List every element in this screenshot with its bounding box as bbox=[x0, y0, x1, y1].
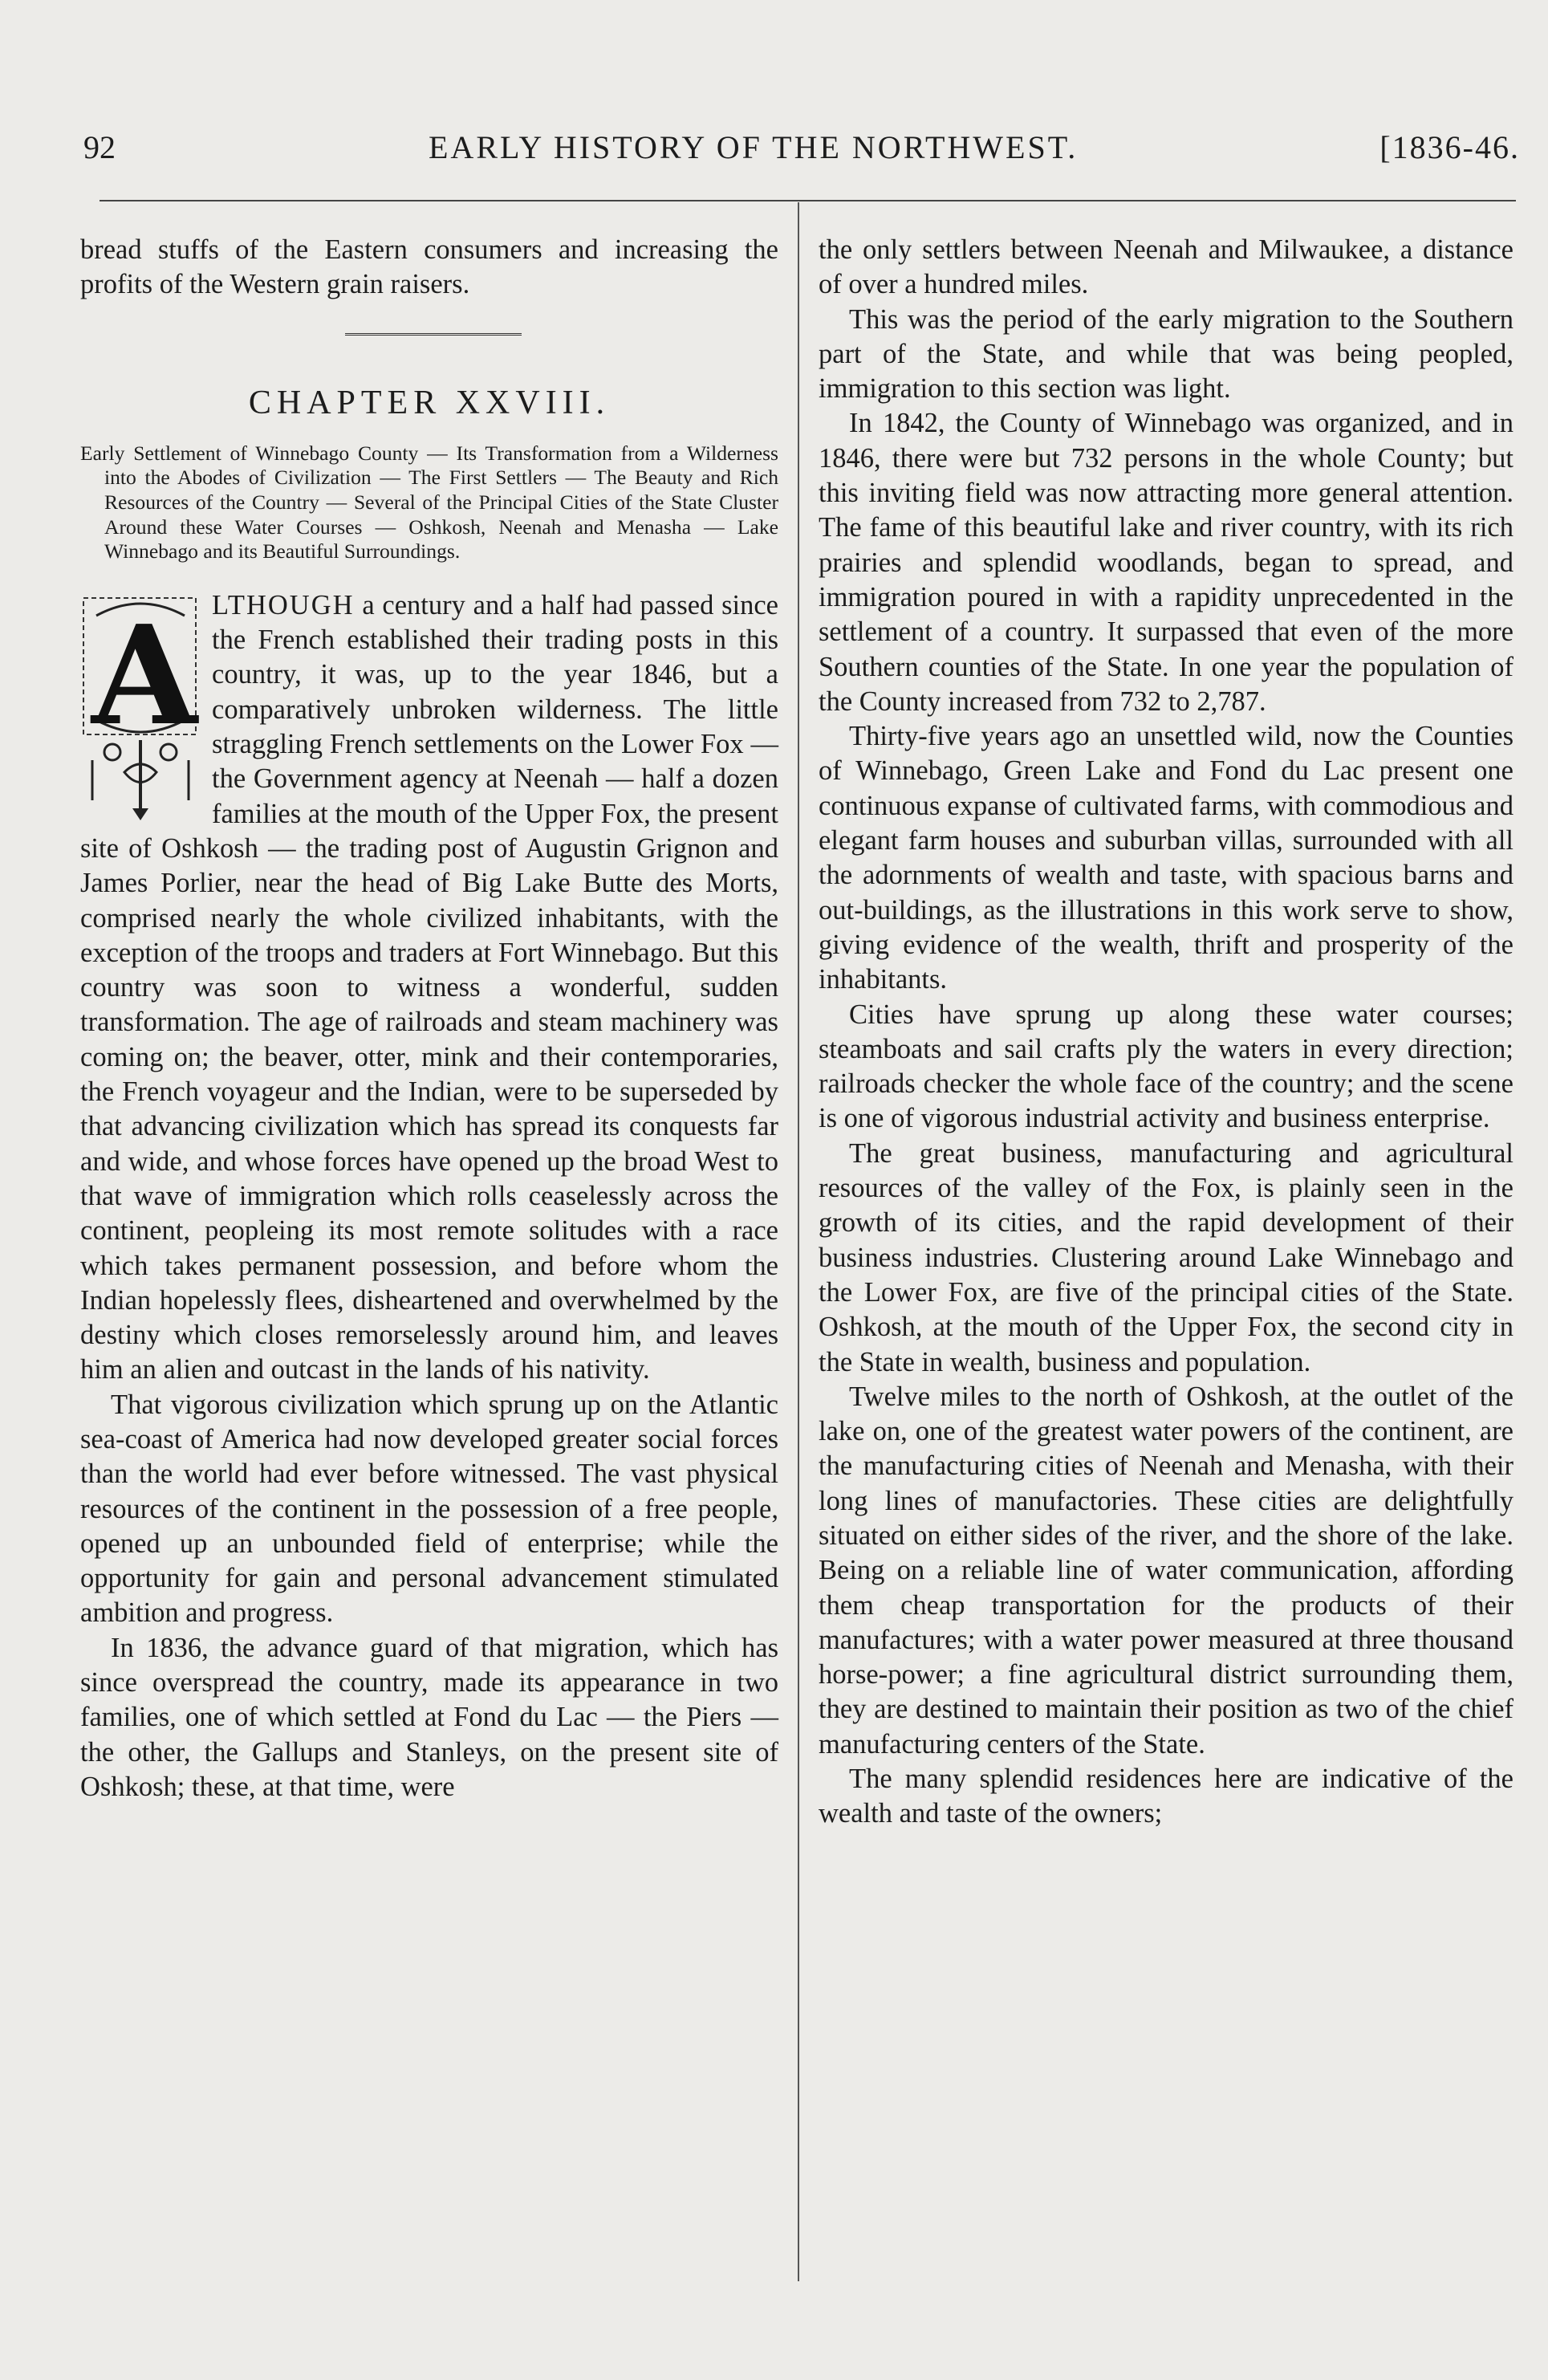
paragraph: Cities have sprung up along these water courses; steamboats and sail crafts ply the waters in every direction; railroads checker the whole face of the country; and the scene is one of vigorous industrial activity and business enterprise. bbox=[819, 999, 1513, 1134]
running-title: EARLY HISTORY OF THE NORTHWEST. bbox=[429, 129, 1079, 165]
left-column bbox=[80, 233, 778, 1804]
ornamental-initial bbox=[80, 592, 201, 824]
paragraph: The great business, manufacturing and agricultural resources of the valley of the Fox, is plainly seen in the growth of its cities, and the rapid development of their business industries. Clustering around Lake Winnebago and the Lower Fox, are five of the principal cities of the State. Oshkosh, at the mouth of the Upper Fox, the second city in the State in wealth, business and population. bbox=[819, 1137, 1513, 1377]
paragraph: Twelve miles to the north of Oshkosh, at the outlet of the lake on, one of the greatest water powers of the continent, are the manufacturing cities of Neenah and Menasha, with their long lines of manufactories. These cities are delightfully situated on either sides of the river, and the shore of the lake. Being on a reliable line of water communication, affording them cheap transportation for the products of their manufactures; with a water power measured at three thousand horse-power; a fine agricultural district surrounding them, they are destined to maintain their position as two of the chief manufacturing centers of the State. bbox=[819, 1381, 1513, 1760]
paragraph: The many splendid residences here are indicative of the wealth and taste of the owners; bbox=[819, 1764, 1513, 1829]
paragraph: In 1836, the advance guard of that migration, which has since overspread the country, made its appearance in two families, one of which settled at Fond du Lac — the Piers — the other, the Gallups and Stanleys, on the present site of Oshkosh; these, at that time, were bbox=[80, 1632, 778, 1802]
column-divider bbox=[798, 202, 799, 2281]
intro-paragraph: bread stuffs of the Eastern consumers and increasing the profits of the Western grain raisers. bbox=[80, 234, 778, 300]
continued-paragraph: the only settlers between Neenah and Milwaukee, a distance of over a hundred miles. bbox=[819, 234, 1513, 300]
paragraph: Thirty-five years ago an unsettled wild, now the Counties of Winnebago, Green Lake and Fond du Lac present one continuous expanse of cultivated farms, with commodious and elegant farm houses and suburban villas, surrounded with all the adornments of wealth and taste, with spacious barns and out-buildings, as the illustrations in this work serve to show, giving evidence of the wealth, thrift and prosperity of the inhabitants. bbox=[819, 721, 1513, 995]
right-column bbox=[819, 233, 1513, 1832]
paragraph: That vigorous civilization which sprung up on the Atlantic sea-coast of America had now developed greater social forces than the world had ever before witnessed. The vast physical resources of the continent in the possession of a free people, opened up an unbounded field of enterprise; while the opportunity for gain and personal advancement stimulated ambition and progress. bbox=[80, 1389, 778, 1629]
page-number: 92 bbox=[83, 129, 116, 165]
opening-paragraph-text: a century and a half had passed since the French established their trading posts in this country, it was, up to the year 1846, but a comparatively unbroken wilderness. The little straggling French settlements on the Lower Fox — the Government agency at Neenah — half a dozen families at the mouth of the Upper Fox, the present site of Oshkosh — the trading post of Augustin Grignon and James Porlier, near the head of Big Lake Butte des Morts, comprised nearly the whole civilized inhabitants, with the exception of the troops and traders at Fort Winnebago. But this country was soon to witness a wonderful, sudden transformation. The age of railroads and steam machinery was coming on; the beaver, otter, mink and their contemporaries, the French voyageur and the Indian, were to be superseded by that advancing civilization which has spread its conquests far and wide, and whose forces have opened up the broad West to that wave of immigration which rolls ceaselessly across the continent, peopleing its most remote solitudes with a race which takes permanent possession, and before whom the Indian hopelessly flees, disheartened and overwhelmed by the destiny which closes remorselessly around him, and leaves him an alien and outcast in the lands of his nativity. bbox=[80, 589, 778, 1385]
paragraph: In 1842, the County of Winnebago was organized, and in 1846, there were but 732 persons in the whole County; but this inviting field was now attracting more general attention. The fame of this beautiful lake and river country, with its rich prairies and splendid woodlands, began to spread, and immigration poured in with a rapidity unprecedented in the settlement of a country. It surpassed that even of the more Southern counties of the State. In one year the population of the County increased from 732 to 2,787. bbox=[819, 408, 1513, 717]
opening-paragraph-block bbox=[80, 588, 778, 1388]
dropcap-letter: A bbox=[91, 595, 197, 756]
lead-word: LTHOUGH bbox=[212, 589, 355, 620]
chapter-synopsis: Early Settlement of Winnebago County — Its Transformation from a Wilderness into the Abodes of Civilization — The First Settlers — The Beauty and Rich Resources of the Country — Several of the Principal Cities of the State Cluster Around these Water Courses — Oshkosh, Neenah and Menasha — Lake Winnebago and its Beautiful Surroundings. bbox=[80, 441, 778, 563]
running-header bbox=[83, 120, 1520, 177]
chapter-title: CHAPTER XXVIII. bbox=[248, 384, 611, 421]
header-rule bbox=[100, 200, 1516, 201]
section-ornament bbox=[80, 303, 778, 367]
year-range: [1836-46. bbox=[1379, 129, 1520, 165]
paragraph: This was the period of the early migration to the Southern part of the State, and while that was being peopled, immigration to this section was light. bbox=[819, 303, 1513, 405]
